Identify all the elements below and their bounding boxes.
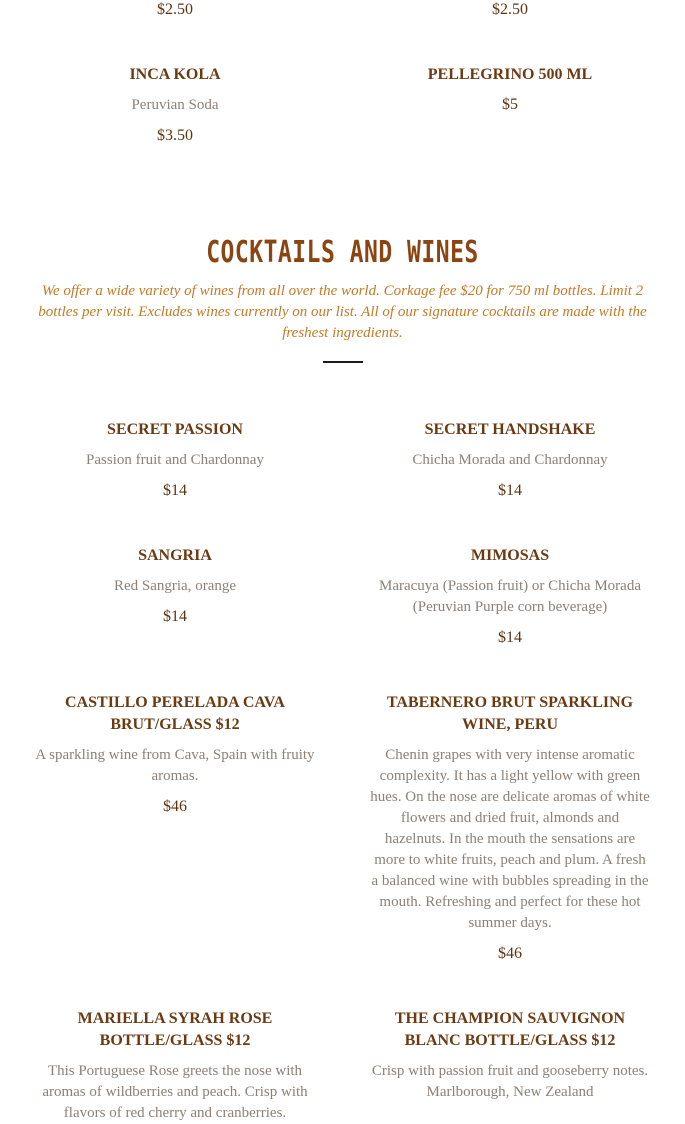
item-name: MIMOSAS — [470, 547, 550, 564]
item-name: SECRET HANDSHAKE — [424, 421, 596, 438]
item-name: SANGRIA — [138, 547, 212, 564]
item-description: Red Sangria, orange — [113, 578, 237, 594]
menu-item — [370, 0, 650, 20]
item-price: $3.50 — [157, 127, 193, 144]
menu-item — [35, 0, 315, 20]
item-name: PELLEGRINO 500 ML — [427, 66, 593, 83]
menu-item-castillo-perelada — [35, 692, 315, 817]
item-name: SECRET PASSION — [107, 421, 243, 438]
menu-item-sangria — [35, 545, 315, 627]
item-price: $14 — [498, 482, 522, 499]
item-price: $5 — [502, 96, 518, 113]
menu-item-tabernero-brut — [370, 692, 650, 964]
section-intro: We offer a wide variety of wines from all over the world. Corkage fee $20 for 750 ml bottles. Limit 2 bottles per visit. Excludes wines currently on our list. All of our signature cocktails are made with the freshest ingredients. — [38, 283, 647, 341]
item-price: $14 — [163, 608, 187, 625]
item-price: $46 — [498, 945, 522, 962]
menu-item-mariella-syrah — [35, 1008, 315, 1124]
item-price: $2.50 — [157, 1, 193, 18]
menu-item-mimosas — [370, 545, 650, 648]
item-description: Crisp with passion fruit and gooseberry notes. Marlborough, New Zealand — [371, 1063, 649, 1100]
item-description: A sparkling wine from Cava, Spain with fruity aromas. — [35, 747, 315, 784]
item-description: Passion fruit and Chardonnay — [86, 452, 264, 468]
item-description: Chenin grapes with very intense aromatic complexity. It has a light yellow with green hues. On the nose are delicate aromas of white flowers and dried fruit, almonds and hazelnuts. In the mouth the sensations are more to white fruits, peach and plum. A fresh a balanced wine with bubbles spreading in the mouth. Refreshing and perfect for these hot summer days. — [370, 747, 650, 931]
item-description: Chicha Morada and Chardonnay — [412, 452, 608, 468]
menu-item-pellegrino — [370, 64, 650, 115]
menu-item-champion-sauvignon — [370, 1008, 650, 1103]
menu-item-secret-handshake — [370, 419, 650, 501]
item-description: Peruvian Soda — [131, 97, 219, 113]
item-name: MARIELLA SYRAH ROSE BOTTLE/GLASS $12 — [77, 1010, 273, 1049]
section-title: COCKTAILS AND WINES — [206, 236, 479, 270]
item-price: $46 — [163, 798, 187, 815]
menu-item-inca-kola — [35, 64, 315, 146]
item-price: $14 — [163, 482, 187, 499]
section-divider — [323, 361, 363, 363]
item-name: INCA KOLA — [129, 66, 221, 83]
item-price: $14 — [498, 629, 522, 646]
item-description: Maracuya (Passion fruit) or Chicha Morada (Peruvian Purple corn beverage) — [378, 578, 641, 615]
item-name: CASTILLO PERELADA CAVA BRUT/GLASS $12 — [65, 694, 285, 733]
item-price: $2.50 — [492, 1, 528, 18]
menu-item-secret-passion — [35, 419, 315, 501]
item-description: This Portuguese Rose greets the nose with aromas of wildberries and peach. Crisp with flavors of red cherry and cranberries. — [42, 1063, 308, 1121]
item-name: THE CHAMPION SAUVIGNON BLANC BOTTLE/GLASS $12 — [394, 1010, 626, 1049]
item-name: TABERNERO BRUT SPARKLING WINE, PERU — [386, 694, 634, 733]
